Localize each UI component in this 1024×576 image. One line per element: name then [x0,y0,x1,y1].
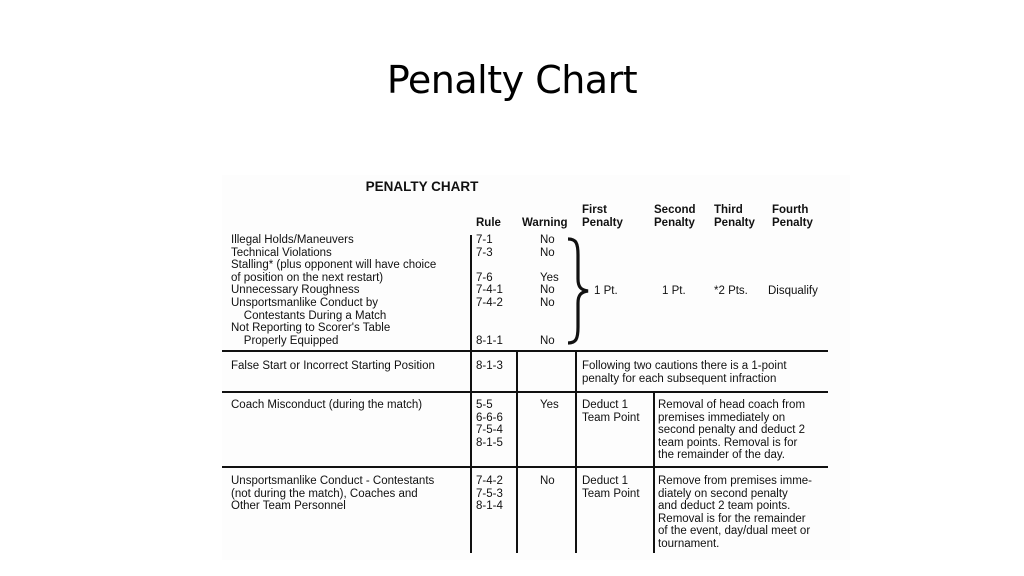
group1-third-penalty: *2 Pts. [714,285,748,297]
row4-rules: 7-4-2 7-5-3 8-1-4 [476,475,503,513]
row2-infraction: False Start or Incorrect Starting Position [231,360,435,372]
row4-first-penalty: Deduct 1 Team Point [582,475,640,500]
row-divider [222,391,828,393]
row2-rule: 8-1-3 [476,360,503,372]
header-third-penalty: Third Penalty [714,204,755,229]
header-rule: Rule [476,217,501,229]
column-divider [470,235,472,553]
row4-later-penalties: Remove from premises imme- diately on second penalty and deduct 2 team points. Removal is for the remainder of the event, day/dual meet or tournament. [658,475,812,550]
header-second-penalty: Second Penalty [654,204,696,229]
column-divider [653,392,655,553]
column-divider [516,351,518,553]
header-first-penalty: First Penalty [582,204,623,229]
row-divider [222,350,828,352]
row4-warning: No [540,475,555,487]
group1-rules: 7-1 7-3 7-6 7-4-1 7-4-2 8-1-1 [476,234,503,347]
row3-later-penalties: Removal of head coach from premises immediately on second penalty and deduct 2 team points. Removal is for the remainder of the day. [658,399,806,462]
column-divider [575,351,577,553]
row-divider [222,466,828,468]
chart-title: PENALTY CHART [365,179,479,194]
header-fourth-penalty: Fourth Penalty [772,204,813,229]
group1-second-penalty: 1 Pt. [662,285,686,297]
row3-rules: 5-5 6-6-6 7-5-4 8-1-5 [476,399,503,449]
group1-warnings: No No Yes No No No [540,234,559,347]
row3-first-penalty: Deduct 1 Team Point [582,399,640,424]
curly-brace-icon [566,237,590,345]
row3-warning: Yes [540,399,559,411]
header-warning: Warning [522,217,568,229]
penalty-chart-table [222,175,850,560]
row4-infraction: Unsportsmanlike Conduct - Contestants (not during the match), Coaches and Other Team Personnel [231,475,435,513]
group1-first-penalty: 1 Pt. [594,285,618,297]
row3-infraction: Coach Misconduct (during the match) [231,399,423,411]
row2-penalty: Following two cautions there is a 1-point penalty for each subsequent infraction [582,360,787,385]
group1-fourth-penalty: Disqualify [768,285,818,297]
group1-infractions: Illegal Holds/Maneuvers Technical Violations Stalling* (plus opponent will have choice of position on the next restart) Unnecessary Roughness Unsportsmanlike Conduct by Contestants During a Match Not Reporting to Scorer's Table Properly Equipped [231,234,437,347]
slide-title: Penalty Chart [386,58,638,102]
